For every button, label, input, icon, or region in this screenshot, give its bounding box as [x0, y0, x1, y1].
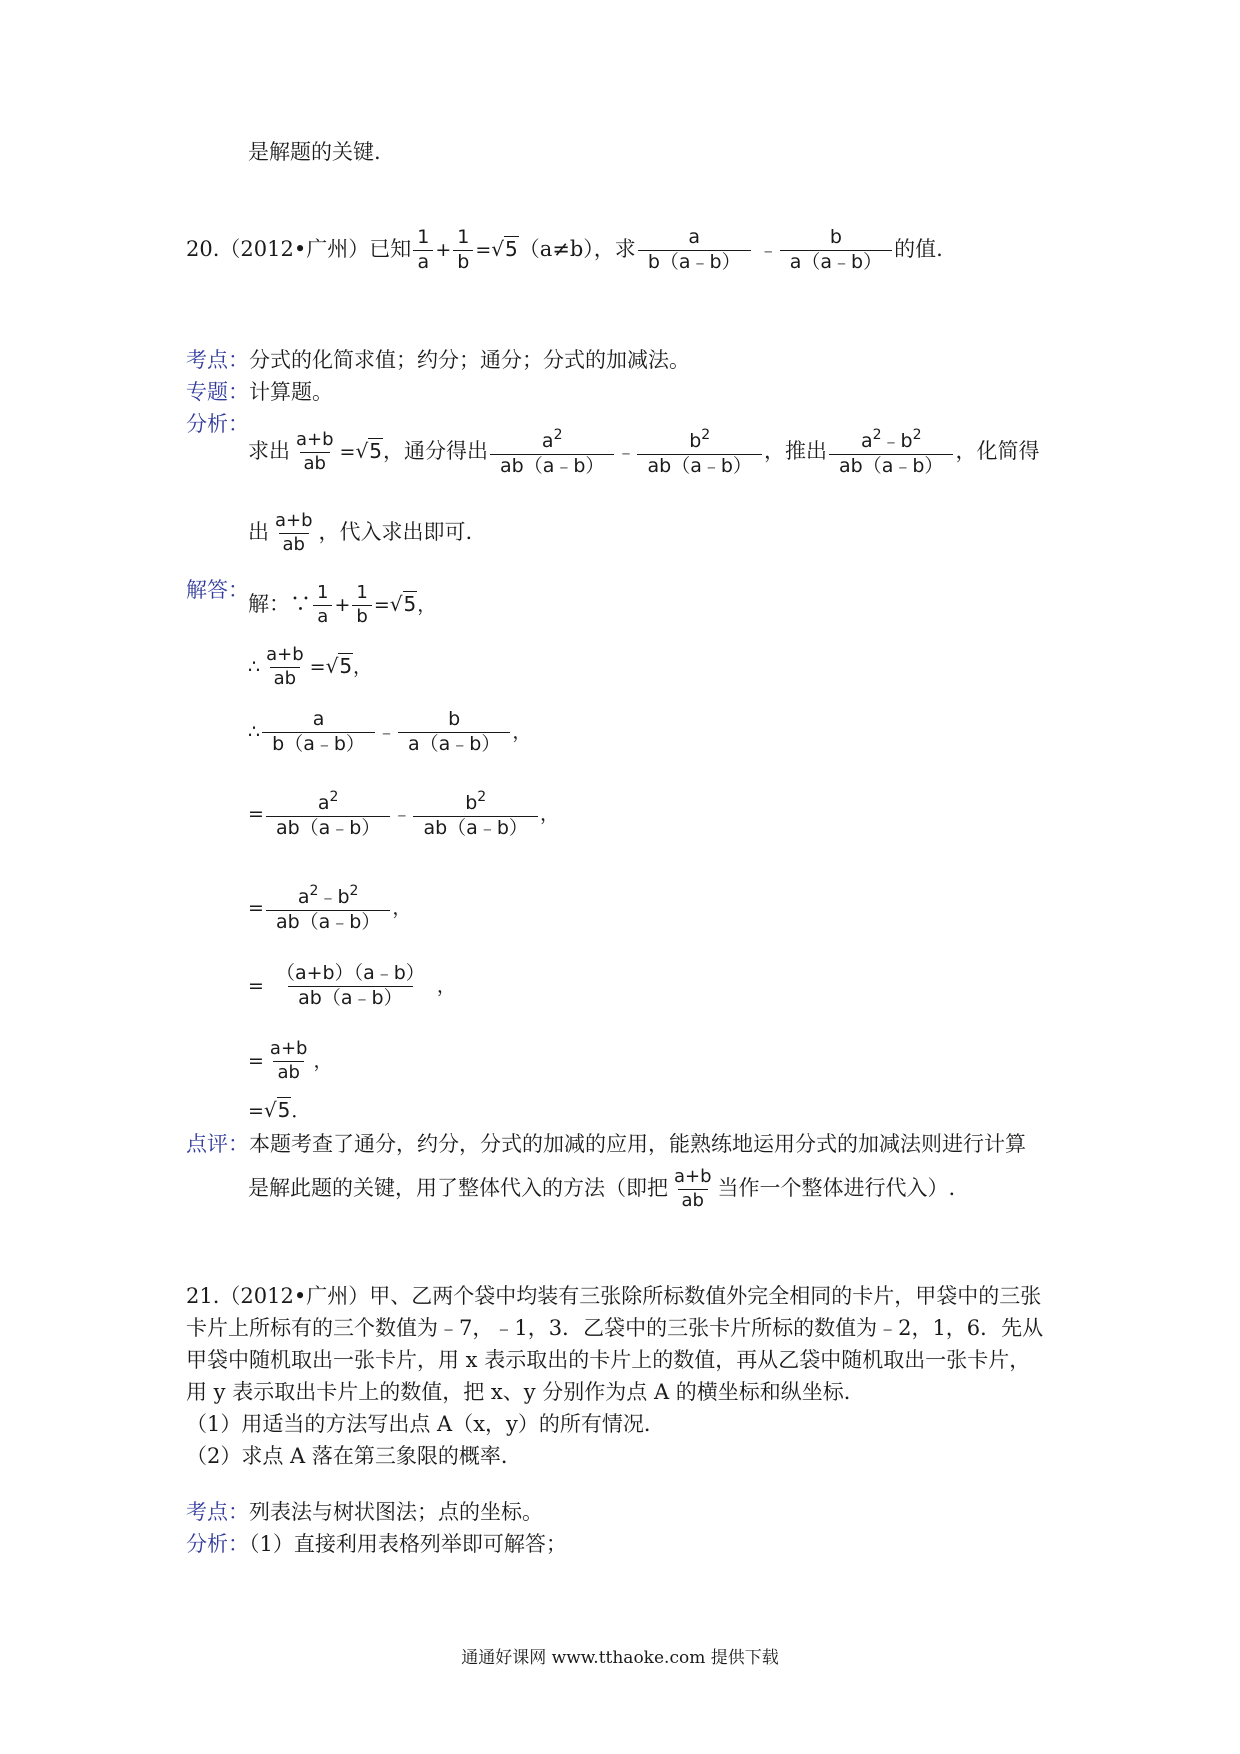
- fraction-1-over-a: $\frac{1}{a}$: [413, 228, 433, 273]
- fraction-a-over-b-a-minus-b: $\frac{a}{b(a﹣b)}$: [638, 228, 751, 273]
- kaodian-text: 分式的化简求值；约分；通分；分式的加减法。: [249, 348, 690, 372]
- dianping-text-1: 本题考查了通分，约分，分式的加减的应用，能熟练地运用分式的加减法则进行计算: [249, 1132, 1026, 1156]
- q20-kaodian: [186, 348, 690, 373]
- solution-step-4: = $\frac{a^2}{ab(a﹣b)}$ ﹣ $\frac{b^2}{ab(a﹣b)}$ ，: [248, 789, 559, 839]
- solution-step-6: = $\frac{(a+b)(a﹣b)}{ab(a﹣b)}$ ，: [248, 962, 456, 1009]
- fraction-a-plus-b-over-ab: $\frac{a+b}{ab}$: [266, 644, 304, 689]
- solution-step-3: ∴ $\frac{a}{b(a﹣b)}$ ﹣ $\frac{b}{a(a﹣b)}$ ，: [248, 708, 532, 755]
- kaodian-label: 考点：: [186, 1500, 249, 1524]
- zhuanti-text: 计算题。: [249, 380, 333, 404]
- question-20-stem: 20.（2012•广州）已知 $\frac{1}{a}$ + $\frac{1}{b}$ =√5（a≠b），求 $\frac{a}{b(a﹣b)}$ ﹣ $\frac{b}{a(a﹣b)}$ 的值.: [186, 226, 943, 273]
- q21-kaodian: [186, 1500, 543, 1525]
- q21-fenxi: [186, 1532, 567, 1557]
- fenxi-label: 分析：: [186, 412, 249, 436]
- q21-line4: 用 y 表示取出卡片上的数值，把 x、y 分别作为点 A 的横坐标和纵坐标．: [186, 1380, 865, 1404]
- solution-step-7: = $\frac{a+b}{ab}$ ，: [248, 1038, 333, 1083]
- kaodian-text: 列表法与树状图法；点的坐标。: [249, 1500, 543, 1524]
- fenxi-text: （1）直接利用表格列举即可解答；: [249, 1532, 567, 1556]
- zhuanti-label: 专题：: [186, 380, 249, 404]
- fraction-a2-over-ab-a-minus-b: $\frac{a^2}{ab(a﹣b)}$: [266, 790, 391, 839]
- dianping-text-2b: 当作一个整体进行代入）.: [717, 1175, 956, 1200]
- fraction-a-over-b-a-minus-b: $\frac{a}{b(a﹣b)}$: [262, 710, 375, 755]
- fenxi-text-6: ，代入求出即可.: [318, 519, 473, 544]
- q20-zhuanti: [186, 380, 333, 405]
- fenxi-text-5: 出: [248, 519, 269, 544]
- jieda-label: 解答：: [186, 578, 249, 602]
- fraction-b-over-a-a-minus-b: $\frac{b}{a(a﹣b)}$: [398, 710, 510, 755]
- fenxi-text-1: 求出: [248, 438, 290, 463]
- solution-step-2: ∴ $\frac{a+b}{ab}$ =√5，: [248, 644, 373, 689]
- fraction-a-plus-b-over-ab: $\frac{a+b}{ab}$: [674, 1166, 712, 1211]
- q21-line3: 甲袋中随机取出一张卡片，用 x 表示取出的卡片上的数值，再从乙袋中随机取出一张卡片，: [186, 1348, 1031, 1372]
- sqrt-5: √5: [389, 591, 417, 616]
- fenxi-text-3: ，推出: [763, 438, 827, 463]
- jie-text: 解：∵: [248, 591, 311, 616]
- q20-fenxi-line2: [248, 512, 472, 555]
- continuation-text: 是解题的关键.: [248, 140, 381, 164]
- q20-dianping-line1: [186, 1132, 1026, 1157]
- fraction-a-plus-b-over-ab: $\frac{a+b}{ab}$: [296, 429, 334, 474]
- dianping-text-2a: 是解此题的关键，用了整体代入的方法（即把: [248, 1175, 668, 1200]
- fenxi-label: 分析：: [186, 1532, 249, 1556]
- sqrt-5: √5: [263, 1098, 291, 1122]
- fraction-1-over-a: $\frac{1}{a}$: [313, 584, 332, 627]
- q20-suffix: 的值.: [894, 236, 943, 261]
- solution-step-1: 解：∵ $\frac{1}{a}$ + $\frac{1}{b}$ =√5，: [248, 582, 437, 627]
- fenxi-text-2: ，通分得出: [382, 438, 488, 463]
- fraction-a2-minus-b2-over-ab-a-minus-b: $\frac{a^2﹣b^2}{ab(a﹣b)}$: [266, 884, 391, 933]
- q20-prefix: 20.（2012•广州）已知: [186, 236, 412, 261]
- q20-dianping-line2: [248, 1168, 955, 1211]
- fraction-a-plus-b-over-ab: $\frac{a+b}{ab}$: [275, 510, 313, 555]
- q20-condition: （a≠b），求: [518, 236, 636, 261]
- sqrt-5: √5: [355, 438, 382, 463]
- q21-line2: 卡片上所标有的三个数值为﹣7，﹣1，3．乙袋中的三张卡片所标的数值为﹣2，1，6．先从: [186, 1316, 1044, 1340]
- fraction-b2-over-ab-a-minus-b: $\frac{b^2}{ab(a﹣b)}$: [413, 790, 538, 839]
- q20-fenxi-line1: 求出 $\frac{a+b}{ab}$ =√5，通分得出 $\frac{a^2}{ab(a﹣b)}$ ﹣ $\frac{b^2}{ab(a﹣b)}$ ，推出 $\frac{a^2﹣b^2}{ab(a﹣b)}$ ，化简得: [248, 427, 1040, 477]
- sqrt-5: √5: [491, 236, 518, 261]
- fraction-factored: $\frac{(a+b)(a﹣b)}{ab(a﹣b)}$: [269, 962, 431, 1009]
- fraction-a2-over-ab-a-minus-b: $\frac{a^2}{ab(a﹣b)}$: [490, 428, 615, 477]
- dianping-label: 点评：: [186, 1132, 249, 1156]
- page-footer: 通通好课网 www.tthaoke.com 提供下载: [461, 1648, 779, 1668]
- q21-line1: 21.（2012•广州）甲、乙两个袋中均装有三张除所标数值外完全相同的卡片，甲袋中的三张: [186, 1284, 1042, 1308]
- q21-item-2: （2）求点 A 落在第三象限的概率．: [186, 1444, 522, 1468]
- fraction-a2-minus-b2-over-ab-a-minus-b: $\frac{a^2﹣b^2}{ab(a﹣b)}$: [829, 428, 954, 477]
- fenxi-text-4: ，化简得: [955, 438, 1040, 463]
- kaodian-label: 考点：: [186, 348, 249, 372]
- solution-step-5: = $\frac{a^2﹣b^2}{ab(a﹣b)}$ ，: [248, 883, 412, 933]
- fraction-1-over-b: $\frac{1}{b}$: [453, 228, 473, 273]
- solution-step-8: =√5．: [248, 1098, 311, 1122]
- sqrt-5: √5: [325, 653, 353, 678]
- fraction-a-plus-b-over-ab: $\frac{a+b}{ab}$: [269, 1038, 308, 1083]
- fraction-b2-over-ab-a-minus-b: $\frac{b^2}{ab(a﹣b)}$: [637, 428, 762, 477]
- fraction-1-over-b: $\frac{1}{b}$: [352, 584, 371, 627]
- fraction-b-over-a-a-minus-b: $\frac{b}{a(a﹣b)}$: [780, 228, 892, 273]
- q21-item-1: （1）用适当的方法写出点 A（x，y）的所有情况．: [186, 1412, 665, 1436]
